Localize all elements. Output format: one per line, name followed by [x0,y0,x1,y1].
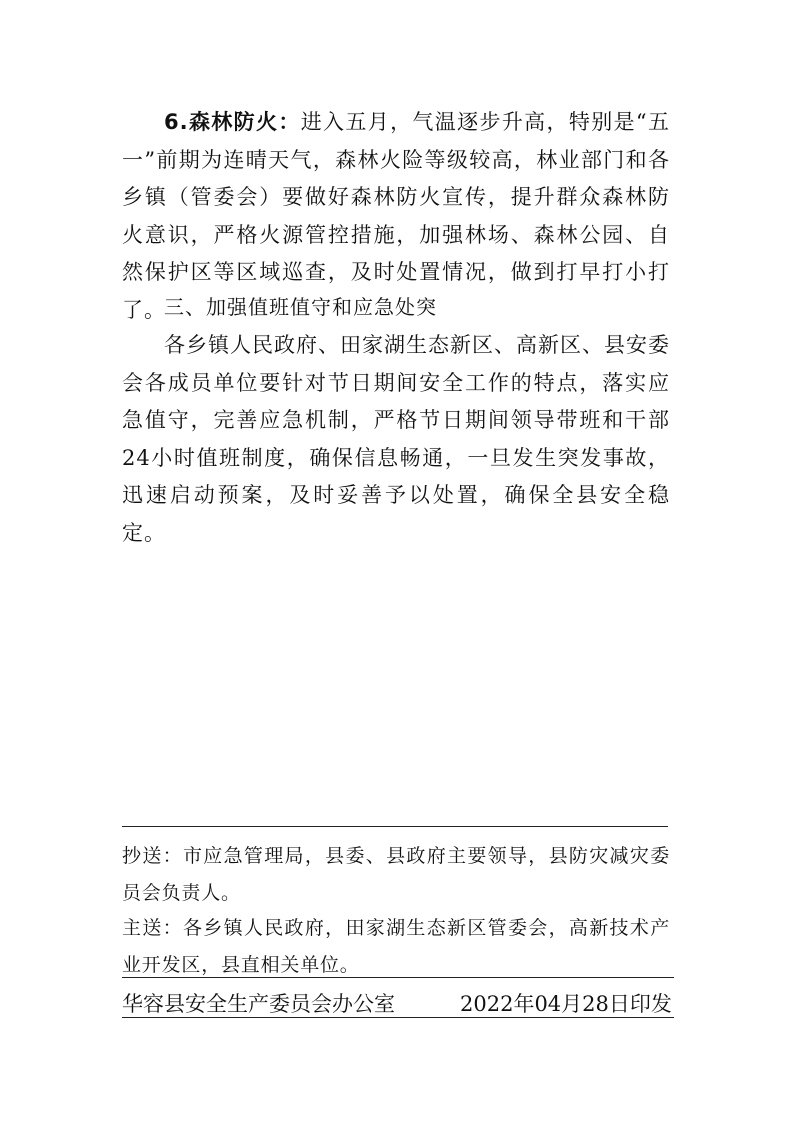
section3-heading: 三、加强值班值守和应急处突 [164,295,437,319]
footer-bottom-rule [122,1017,674,1018]
issue-date: 2022年04月28日印发 [460,992,672,1016]
section6-lead: 6.森林防火： [164,110,301,134]
recipient-list: 主送：各乡镇人民政府，田家湖生态新区管委会，高新技术产业开发区，县直相关单位。 [122,917,670,976]
section6-body: 进入五月，气温逐步升高，特别是“五一”前期为连晴天气，森林火险等级较高，林业部门和各乡镇（管委会）要做好森林防火宣传，提升群众森林防火意识，严格火源管控措施，加强林场、森林公园、自然保护区等区域巡查，及时处置情况，做到打早打小打了。 [122,110,671,322]
cc-list: 抄送：市应急管理局，县委、县政府主要领导，县防灾减灾委员会负责人。 [122,845,670,904]
footer-top-rule [122,826,668,827]
footer-middle-rule [122,977,674,978]
section3-body: 各乡镇人民政府、田家湖生态新区、高新区、县安委会各成员单位要针对节日期间安全工作的特点，落实应急值守，完善应急机制，严格节日期间领导带班和干部24小时值班制度，确保信息畅通，一旦发生突发事故，迅速启动预案，及时妥善予以处置，确保全县安全稳定。 [122,333,670,545]
issuing-office: 华容县安全生产委员会办公室 [122,992,395,1016]
